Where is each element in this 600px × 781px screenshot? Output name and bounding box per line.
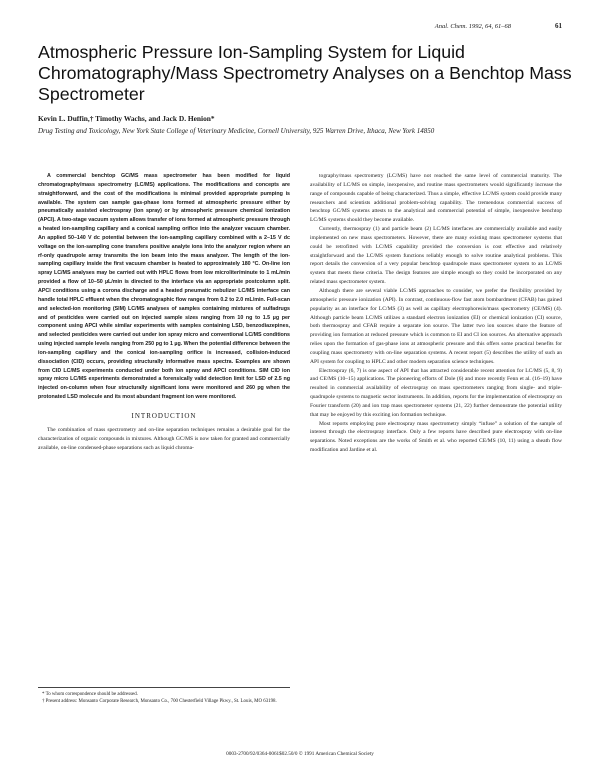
journal-citation: Anal. Chem. 1992, 64, 61–68: [434, 23, 511, 30]
article-title: Atmospheric Pressure Ion-Sampling System for Liquid Chromatography/Mass Spectrometry Analyses on a Benchtop Mass Spectrometer: [38, 42, 572, 104]
body-paragraph: Currently, thermospray (1) and particle beam (2) LC/MS interfaces are commercially available and easily implemented on new mass spectrometers. However, there are many existing mass spectrometer systems that could be retrofitted with LC/MS capability provided the conversion is cost effective and relatively straightforward and the LC/MS system functions reliably enough to solve routine analytical problems. This report details the conversion of a very popular benchtop quadrupole mass spectrometer system to an LC/MS system that meets these criteria. The design features are simple enough so they could be incorporated on any related mass spectrometer system.: [310, 226, 562, 286]
introduction-left: [38, 426, 290, 453]
page-number: 61: [555, 22, 562, 30]
running-header: [435, 22, 562, 30]
right-column: [310, 172, 562, 455]
left-column: [38, 172, 290, 452]
introduction-paragraph: The combination of mass spectrometry and on-line separation techniques remains a desirable goal for the characterization of organic compounds in mixtures. Although GC/MS is now taken for granted and commercially available, on-line condensed-phase separations such as liquid chroma-: [38, 426, 290, 451]
body-paragraph: tography/mass spectrometry (LC/MS) have not reached the same level of commercial maturity. The availability of LC/MS on simple, inexpensive, and routine mass spectrometers would significantly increase the range of compounds capable of being characterized. Thus a simple, effective LC/MS system could provide many researchers and scientists additional problem-solving capability. The tremendous commercial success of benchtop GC/MS systems attests to the analytical and commercial potential of simple, inexpensive benchtop LC/MS systems should they become available.: [310, 173, 562, 224]
footnote-correspondence: * To whom correspondence should be addressed.: [42, 692, 138, 697]
body-paragraph: Electrospray (6, 7) is one aspect of API that has attracted considerable recent attention for LC/MS (5, 8, 9) and CE/MS (10–15) applications. The pioneering efforts of Dole (6) and more recently Fenn et al. (16–19) have resulted in commercial availability of electrospray on mass spectrometers ranging from single- and triple-quadrupole systems to magnetic sector instruments. In addition, reports for the implementation of electrospray on Fourier transform (20) and ion trap mass spectrometer systems (21, 22) further demonstrate the potential utility that may be enjoyed by this exciting ion formation technique.: [310, 367, 563, 418]
author-list: Kevin L. Duffin,† Timothy Wachs, and Jack D. Henion*: [38, 114, 215, 123]
body-paragraph: Most reports employing pure electrospray mass spectrometry simply “infuse” a solution of the sample of interest through the electrospray interface. Only a few reports have described pure electrospray with on-line separations. Noted exceptions are the works of Smith et al. who reported CE/MS (10, 11) using a sheath flow modification and Jardine et al.: [310, 420, 562, 454]
footnote-present-address: † Present address: Monsanto Corporate Research, Monsanto Co., 700 Chesterfield Village Pkwy., St. Louis, MO 63198.: [42, 699, 277, 705]
section-heading-introduction: INTRODUCTION: [131, 411, 197, 420]
author-affiliation: Drug Testing and Toxicology, New York State College of Veterinary Medicine, Cornell University, 925 Warren Drive, Ithaca, New York 14850: [38, 127, 435, 135]
abstract: [38, 172, 290, 402]
footnotes: [38, 687, 290, 706]
copyright-line: 0003-2700/92/0364-0061$02.50/0 © 1991 American Chemical Society: [226, 751, 374, 757]
abstract-text: A commercial benchtop GC/MS mass spectrometer has been modified for liquid chromatography/mass spectrometry (LC/MS) applications. The modifications and concepts are straightforward, and the cost of the modifications is minimal provided appropriate pumping is available. The system can sample gas-phase ions formed at atmospheric pressure either by pneumatically assisted electrospray (ion spray) or by atmospheric pressure chemical ionization (APCI). A two-stage vacuum system allows transfer of ions formed at atmospheric pressure through a heated ion-sampling capillary and a conical sampling orifice into the analyzer vacuum chamber. An applied 50–140 V dc potential between the ion-sampling capillary combined with a 2–15 V dc voltage on the ion-sampling cone transfers positive analyte ions into the analyzer region where an rf-only quadrupole array transmits the ion beam into the mass analyzer. The length of the ion-sampling capillary inside the first vacuum chamber is heated to approximately 180 °C. On-line ion spray LC/MS analyses may be carried out with HPLC flows from low microliter/minute to 1 mL/min provided a flow of 10–50 µL/min is directed to the interface via an appropriate postcolumn split. APCI conditions using a corona discharge and a heated pneumatic nebulizer LC/MS interface can handle total HPLC effluent when the chromatographic flow ranges from 0.2 to 2.0 mL/min. Full-scan and selected-ion monitoring (SIM) LC/MS analyses of samples containing mixtures of sulfadrugs and of pesticides were carried out on injected sample sizes ranging from 10 ng to 1.5 µg per component using APCI while similar experiments with samples containing LSD, benzodiazepines, and selected pesticides were carried out under ion spray micro and conventional LC/MS conditions using injected sample levels ranging from 250 pg to 1 µg. When the potential difference between the ion-sampling capillary and the conical ion-sampling orifice is increased, collision-induced dissociation (CID) occurs, providing structurally informative mass spectra. Examples are shown from CID LC/MS experiments conducted under both ion spray and APCI conditions. SIM CID ion spray micro LC/MS experiments demonstrated a forensically valid detection limit for LSD of 2.5 ng injected on-column when four structurally significant ions were monitored and 260 pg when the protonated LSD molecule and its most abundant fragment ion were monitored.: [38, 173, 291, 401]
body-paragraph: Although there are several viable LC/MS approaches to consider, we prefer the flexibility provided by atmospheric pressure ionization (API). In contrast, continuous-flow fast atom bombardment (CFAB) has gained popularity as an interface for LC/MS (3) as well as capillary electrophoresis/mass spectrometry (CE/MS) (4). Although particle beam LC/MS utilizes a standard electron ionization (EI) or chemical ionization (CI) source, both thermospray and CFAB require a separate ion source. The latter two ion sources share the feature of providing ion formation at reduced pressure which is common to EI and CI ion sources. An alternative approach relies upon the formation of gas-phase ions at atmospheric pressure and this offers some practical benefits for coupling mass spectrometry with on-line separation systems. A recent report (5) describes the utility of such an API system for coupling to HPLC and other modern separation science techniques.: [310, 287, 562, 365]
